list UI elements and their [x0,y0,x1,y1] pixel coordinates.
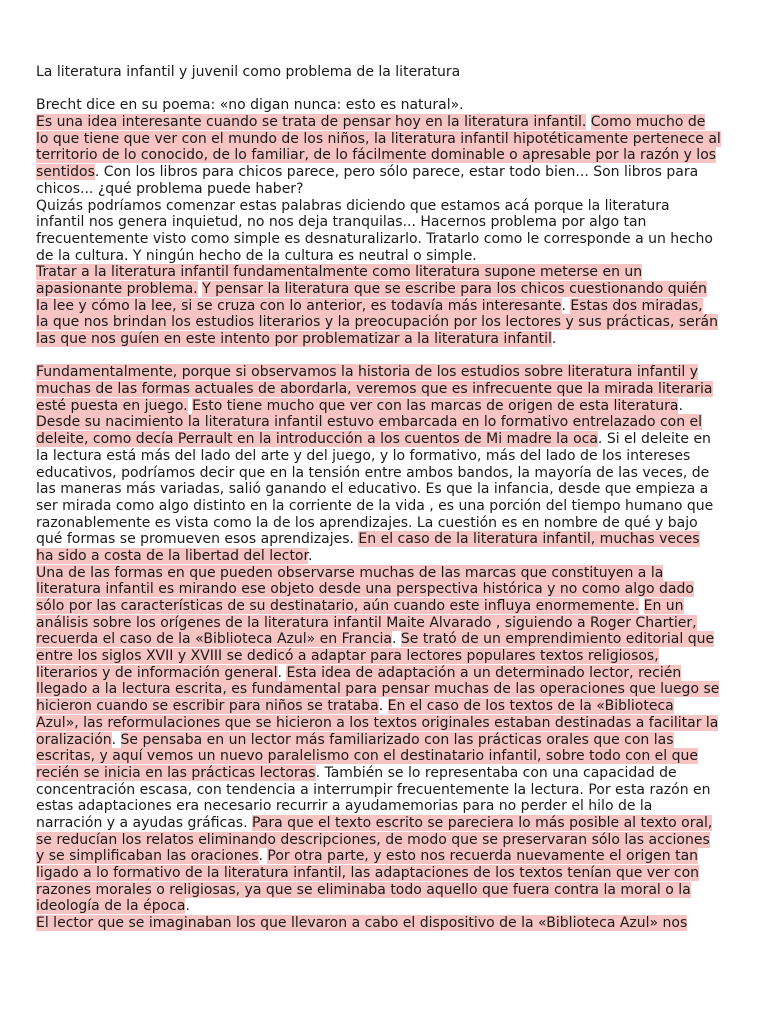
text-run: infantil nos genera inquietud, no nos deja tranquilas... Hacernos problema por algo tan [36,214,647,231]
text-line [36,882,732,899]
text-line [36,281,732,298]
document-title: La literatura infantil y juvenil como problema de la literatura [36,64,461,80]
text-run: de la cultura. Y ningún hecho de la cultura es neutral o simple. [36,247,477,264]
highlighted-text: ligado a lo formativo de la literatura infantil, las adaptaciones de los textos tenían que ver con [36,865,700,881]
text-run [639,598,643,614]
highlighted-text: oralización [36,731,112,748]
text-line [36,198,732,215]
highlighted-text: la que nos brindan los estudios literarios y la preocupación por los lectores y sus prácticas, serán [36,314,718,331]
text-run: . [678,397,683,414]
text-line [36,231,732,248]
highlighted-text: Para que el texto escrito se pareciera lo más posible al texto oral, [252,814,713,831]
text-line [36,848,732,865]
text-run: . [551,331,557,347]
text-line [36,431,732,448]
text-run: . También se lo representaba con una capacidad de [315,764,677,781]
text-line [36,548,732,565]
highlighted-text: las que nos guíen en este intento por problematizar a la literatura infantil [36,331,552,347]
text-line [36,798,732,815]
highlighted-text: lo que tiene que ver con el mundo de los niños, la literatura infantil hipotéticamente pertenece al [36,130,721,147]
text-line [36,381,732,398]
blank-line [36,81,732,98]
highlighted-text: literatura infantil es mirando ese objeto desde una perspectiva histórica y no como algo dado [36,581,694,598]
text-line [36,732,732,749]
document-page [36,64,732,932]
text-line [36,615,732,632]
text-line [36,131,732,148]
text-line [36,648,732,665]
highlighted-text: ideología de la época [36,898,186,915]
text-line [36,264,732,281]
text-run: . [392,631,401,648]
text-line [36,481,732,498]
text-line [36,164,732,181]
text-line [36,715,732,732]
highlighted-text: se reducían los relatos eliminando descripciones, de modo que se preservaran sólo las acciones [36,831,710,848]
document-body [36,97,732,931]
highlighted-text: llegado a la lectura escrita, es fundamental para pensar muchas de las operaciones que luego se [36,681,720,698]
text-run: la lectura está más del lado del arte y del juego, y lo formativo, más del lado de los intereses [36,447,691,464]
highlighted-text: apasionante problema. [36,280,198,297]
highlighted-text: esté puesta en juego. [36,397,188,414]
text-line [36,748,732,765]
highlighted-text: hicieron cuando se escribir para niños se trataba [36,698,379,715]
highlighted-text: literarios y de información general [36,664,278,681]
text-line [36,598,732,615]
highlighted-text: entre los siglos XVII y XVIII se dedicó a adaptar para lectores populares textos religiosos, [36,648,659,665]
text-line [36,181,732,198]
highlighted-text: recién se inicia en las prácticas lectoras [36,764,316,781]
text-line [36,832,732,849]
text-run: . [378,698,388,715]
text-line [36,448,732,465]
text-line [36,698,732,715]
highlighted-text: territorio de lo conocido, de lo familiar, de lo fácilmente dominable o apresable por la razón y los [36,147,717,164]
text-line [36,681,732,698]
text-line [36,815,732,832]
text-line [36,531,732,548]
text-line [36,665,732,682]
text-run: Brecht dice en su poema: «no digan nunca: esto es natural». [36,97,464,114]
text-line [36,248,732,265]
highlighted-text: la lee y cómo la lee, si se cruza con lo anterior, es todavía más interesante [36,297,562,314]
text-run: chicos... ¿qué problema puede haber? [36,180,304,197]
text-run: razonablemente es vista como la de los aprendizajes. La cuestión es en nombre de qué y bajo [36,514,698,531]
highlighted-text: Por otra parte, y esto nos recuerda nuevamente el origen tan [267,848,699,865]
text-run: Quizás podríamos comenzar estas palabras diciendo que estamos acá porque la literatura [36,197,670,214]
text-run: . [185,898,190,915]
text-run: estas adaptaciones era necesario recurrir a ayudamemorias para no perder el hilo de la [36,798,653,815]
highlighted-text: Fundamentalmente, porque si observamos la historia de los estudios sobre literatura infantil y [36,364,699,381]
highlighted-text: recuerda el caso de la «Biblioteca Azul» en Francia [36,631,393,648]
text-line [36,214,732,231]
highlighted-text: Es una idea interesante cuando se trata de pensar hoy en la literatura infantil. [36,114,587,131]
text-line [36,147,732,164]
text-line [36,515,732,532]
text-line [36,114,732,131]
text-line [36,314,732,331]
text-line [36,765,732,782]
paragraph [36,364,732,931]
highlighted-text: El lector que se imaginaban los que llevaron a cabo el dispositivo de la «Biblioteca Azul» nos [36,915,688,932]
highlighted-text: deleite, como decía Perrault en la introducción a los cuentos de Mi madre la oca [36,431,598,448]
highlighted-text: muchas de las formas actuales de abordarla, veremos que es infrecuente que la mirada literaria [36,381,713,398]
text-line [36,398,732,415]
text-run: . [258,848,268,865]
text-run: las maneras más variadas, salió ganando el educativo. Es que la infancia, desde que empieza a [36,481,709,498]
text-run: . [111,731,121,748]
highlighted-text: sentidos [36,164,95,181]
highlighted-text: En el caso de los textos de la «Biblioteca [387,698,674,715]
text-run: frecuentemente visto como simple es desnaturalizarlo. Tratarlo como le corresponde a un hecho [36,230,713,247]
paragraph [36,97,732,347]
highlighted-text: Esto tiene mucho que ver con las marcas de origen de esta literatura [192,397,679,414]
highlighted-text: escritas, y aquí vemos un nuevo paralelismo con el destinatario infantil, sobre todo con el que [36,748,698,765]
text-line [36,565,732,582]
highlighted-text: Esta idea de adaptación a un determinado lector, recién [286,664,682,681]
text-run: . [277,664,287,681]
blank-line [36,348,732,365]
highlighted-text: Estas dos miradas, [570,297,703,314]
text-line [36,581,732,598]
highlighted-text: Una de las formas en que pueden observarse muchas de las marcas que constituyen a la [36,564,664,581]
text-line [36,465,732,482]
text-line [36,915,732,932]
text-line [36,898,732,915]
highlighted-text: Como mucho de [590,114,706,131]
text-run: ser mirada como algo distinto en la corriente de la vida , es una porción del tiempo humano que [36,497,714,514]
text-run: . [561,297,571,314]
text-run: educativos, podríamos decir que en la tensión entre ambos bandos, la mayoría de las veces, de [36,464,710,481]
highlighted-text: Tratar a la literatura infantil fundamentalmente como literatura supone meterse en un [36,264,643,281]
highlighted-text: análisis sobre los orígenes de la literatura infantil Maite Alvarado , siguiendo a Roger Chartier, [36,614,697,631]
highlighted-text: ha sido a costa de la libertad del lector [36,547,308,564]
highlighted-text: Desde su nacimiento la literatura infantil estuvo embarcada en lo formativo entrelazado con el [36,414,703,431]
text-run: . [307,547,313,564]
highlighted-text: En un [643,598,684,614]
text-line [36,414,732,431]
text-line [36,498,732,515]
highlighted-text: y se simplificaban las oraciones [36,848,259,865]
text-run: concentración escasa, con tendencia a interrumpir frecuentemente la lectura. Por esta razón en [36,781,711,798]
text-run: qué formas se promueven esos aprendizajes. [36,531,354,548]
text-run: narración y a ayudas gráficas. [36,814,248,831]
highlighted-text: sólo por las características de su destinatario, aún cuando este influya enormemente. [36,598,640,614]
highlighted-text: En el caso de la literatura infantil, muchas veces [358,531,700,548]
text-run: . Si el deleite en [597,431,711,448]
text-line [36,782,732,799]
highlighted-text: Azul», las reformulaciones que se hicieron a los textos originales estaban destinadas a facilitar la [36,714,719,731]
text-line [36,298,732,315]
highlighted-text: Y pensar la literatura que se escribe para los chicos cuestionando quién [202,280,707,297]
text-run: . Con los libros para chicos parece, pero sólo parece, estar todo bien... Son libros para [94,164,699,181]
text-line [36,631,732,648]
text-line [36,865,732,882]
highlighted-text: razones morales o religiosas, ya que se eliminaba todo aquello que fuera contra la moral o la [36,881,691,898]
highlighted-text: Se pensaba en un lector más familiarizado con las prácticas orales que con las [120,731,674,748]
highlighted-text: Se trató de un emprendimiento editorial que [400,631,715,648]
text-line [36,331,732,348]
text-line [36,97,732,114]
text-line [36,364,732,381]
